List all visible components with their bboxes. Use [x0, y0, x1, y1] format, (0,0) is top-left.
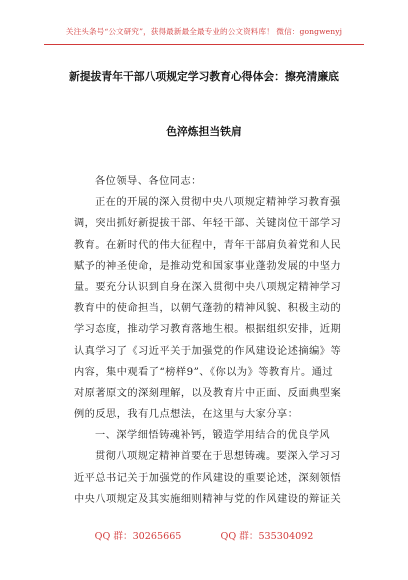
body-line: 调，突出抓好新提拔干部、年轻干部、关键岗位干部学习: [74, 218, 342, 230]
document-body: [74, 171, 340, 510]
footer-contact: [44, 528, 364, 542]
header-divider: [44, 44, 364, 45]
body-line: 教育。在新时代的伟大征程中，青年干部肩负着党和人民: [74, 239, 342, 251]
document-title-line-1: 新提拔青年干部八项规定学习教育心得体会：擦亮清廉底: [69, 70, 339, 83]
section-heading: 一、深学细悟铸魂补钙，锻造学用结合的优良学风: [95, 430, 331, 442]
body-line: 正在的开展的深入贯彻中央八项规定精神学习教育强: [95, 197, 341, 209]
body-line: 对原著原文的深刻理解，以及教育片中正面、反面典型案: [74, 387, 342, 399]
body-line: 赋予的神圣使命，是推动党和国家事业蓬勃发展的中坚力: [74, 260, 342, 272]
body-line: 中央八项规定及其实施细则精神与党的作风建设的辩证关: [74, 493, 342, 505]
footer-qq-group-2: QQ 群：535304092: [220, 531, 314, 542]
body-line: 量。要充分认识到自身在深入贯彻中央八项规定精神学习: [74, 281, 342, 293]
footer-qq-group-1: QQ 群：30265665: [94, 531, 182, 542]
header-banner: 关注头条号“公文研究”，获得最新最全最专业的公文资料库！ 微信：gongwenyj: [65, 27, 343, 36]
body-line: 学习态度，推动学习教育落地生根。根据组织安排，近期: [74, 324, 342, 336]
body-line: 贯彻八项规定精神首要在于思想铸魂。要深入学习习: [95, 451, 341, 463]
body-line: 近平总书记关于加强党的作风建设的重要论述，深刻领悟: [74, 472, 342, 484]
body-line: 各位领导、各位同志：: [95, 176, 202, 187]
body-line: 认真学习了《习近平关于加强党的作风建设论述摘编》等: [74, 345, 342, 357]
body-line: 例的反思，我有几点想法，在这里与大家分享：: [74, 409, 299, 421]
document-title-line-2: 色淬炼担当铁肩: [166, 125, 242, 138]
body-line: 教育中的使命担当，以朝气蓬勃的精神风貌、积极主动的: [74, 303, 342, 315]
body-line: 内容，集中观看了“榜样9”、《你以为》等教育片。通过: [74, 366, 334, 378]
